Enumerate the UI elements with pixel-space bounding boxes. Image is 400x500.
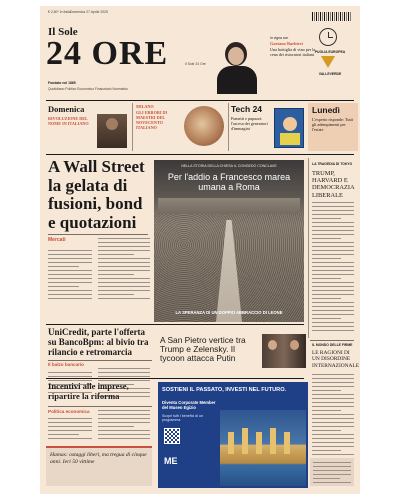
incentivi-column-1-text: [48, 418, 92, 442]
photo-headline: Per l'addio a Francesco marea umana a Roma: [167, 172, 291, 192]
teaser-milano-painting: [184, 106, 224, 146]
top-info: € 2,50* In Italia: [48, 10, 71, 14]
teaser-tech-text: Fumetti e pupazzi: l'ascesa dei generatori d'immagini: [231, 116, 268, 131]
unicredit-headline: UniCredit, parte l'offerta su BancoBpm: al bivio tra rilancio e retromarcia: [48, 327, 149, 357]
news-banner-text: Hamas: ostaggi liberi, ma tregua di cinque anni. Ieri 50 vittime: [50, 452, 147, 465]
sidebar-headline: TRUMP, HARVARD E DEMOCRAZIA LIBERALE: [312, 170, 355, 199]
ad-sub2: Scopri tutti i benefici di un programma: [162, 414, 203, 423]
sidebar-text: [312, 202, 354, 333]
brand-name: VALLEVERDE: [318, 72, 342, 76]
top-date: Domenica 27 Aprile 2025: [70, 10, 108, 14]
museo-egizio-logo: ME: [164, 456, 178, 466]
logo-24ore: 24 ORE: [46, 35, 169, 72]
barcode: [312, 12, 352, 21]
incentivi-column-2-text: [98, 410, 150, 442]
teaser-milano-kicker: MILANO: [136, 104, 154, 109]
side-name: Gaetano Barbieri: [270, 41, 303, 46]
side-title: In vigna con: [270, 36, 289, 40]
lead-headline: A Wall Street la gelata di fusioni, bond e quotazioni: [48, 157, 145, 232]
teaser-domenica-photo: [97, 114, 127, 148]
teaser-milano-text: GLI ERRORI DI MAESTRI DEL NOVECENTO ITALIANO: [136, 110, 168, 130]
qr-code-icon: [164, 428, 180, 444]
incentivi-section: Politica economica: [48, 409, 90, 414]
lead-column-2-text: [98, 238, 150, 302]
tagline: Quotidiano Politico Economico Finanziario Normativo: [48, 87, 128, 91]
photo-kicker: NELLA STORIA DELLA CHIESA IL CONGEDO CONCLAVE: [181, 164, 277, 168]
photo-caption: LA SPERANZA DI UN DOPPIO ABBRACCIO DI LEONE: [175, 310, 283, 315]
bottom-promo-text: [313, 462, 351, 486]
newspaper-front-page: [40, 6, 360, 494]
teaser-tech-title: Tech 24: [231, 104, 263, 114]
valleverde-logo-icon: [321, 56, 335, 68]
lead-section: Mercati: [48, 237, 66, 243]
side-text: Una bottiglia di vino per la cena dei ristoratori italiani: [270, 47, 316, 57]
lead-column-1-text: [48, 250, 92, 302]
trump-headline: A San Pietro vertice tra Trump e Zelensky. Il tycoon attacca Putin: [160, 335, 246, 364]
teaser-lunedi-title: Lunedì: [312, 105, 340, 115]
sidebar-label: LA TRAGEDIA DI TOKYO: [312, 162, 353, 166]
founded: Fondato nel 1865: [48, 81, 76, 85]
ad-sub: Diventa Corporate Member del Museo Egizio: [162, 400, 216, 410]
teaser-domenica-text: RIVOLUZIONE DEL NOME IN ITALIANO: [48, 116, 89, 126]
promo-label: Il Sole 24 Ore: [185, 62, 206, 66]
museo-egizio-ad: [158, 382, 308, 488]
ad-headline: SOSTIENI IL PASSATO, INVESTI NEL FUTURO.: [162, 387, 287, 393]
portrait-photo: [215, 34, 259, 94]
sidebar-section2: IL MONDO DELLE FIRME: [312, 343, 353, 347]
teaser-lunedi-text: L'esperto risponde: Tutti gli adempimenti per l'estate: [312, 117, 354, 132]
sidebar-headline2: LE RAGIONI DI UN DISORDINE INTERNAZIONALE: [312, 350, 360, 369]
teaser-tech-image: [274, 108, 304, 148]
unicredit-section: Il balzo bancario: [48, 362, 84, 367]
incentivi-headline: Incentivi alle imprese, ripartire la riforma: [48, 381, 129, 401]
trump-photo: [262, 334, 306, 368]
logo-line1: Il Sole: [48, 26, 78, 38]
teaser-domenica-title: Domenica: [48, 104, 85, 114]
brand-badge: PUGLIA EUROPEA: [314, 50, 346, 54]
clock-icon: [319, 28, 337, 46]
